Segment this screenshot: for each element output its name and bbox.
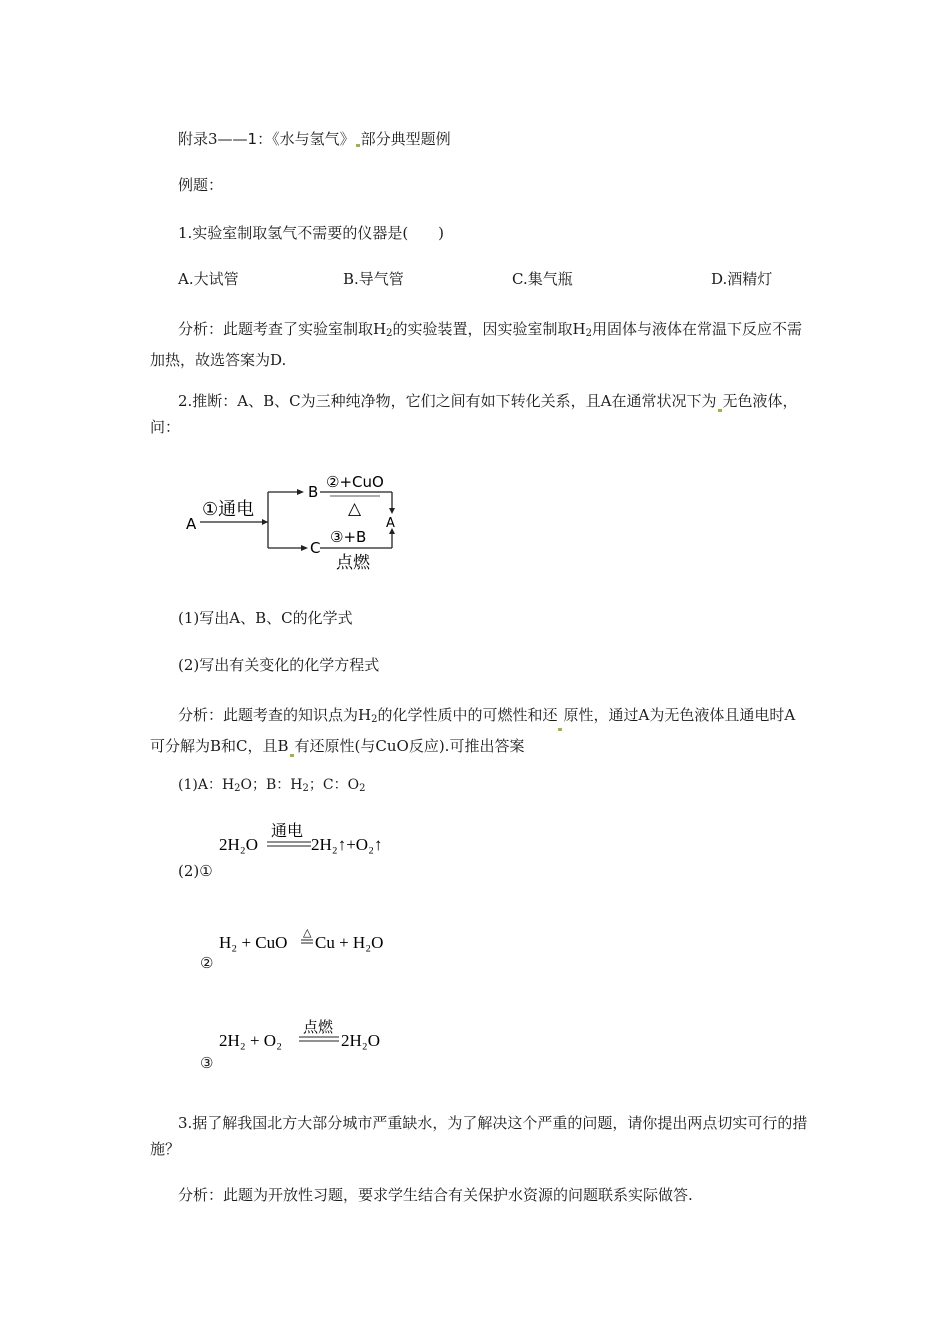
example-label: 例题： — [178, 176, 224, 194]
eq3-cond: 点燃 — [303, 1020, 334, 1036]
q2-sub2: (2)写出有关变化的化学方程式 — [178, 656, 380, 674]
q1-option-b: B.导气管 — [343, 270, 404, 288]
equation-3 — [215, 1014, 435, 1056]
q1-option-a: A.大试管 — [178, 270, 239, 288]
diagram-c-label: C — [310, 539, 321, 557]
q2-sub1: (1)写出A、B、C的化学式 — [178, 609, 353, 627]
equation-2 — [215, 918, 435, 958]
conversion-diagram — [180, 468, 410, 580]
eq2-label: ② — [200, 954, 214, 972]
eq1-cond: 通电 — [271, 823, 304, 840]
eq3-rhs: 2H₂O — [341, 1031, 380, 1050]
eq2-cond: △ — [303, 927, 312, 939]
eq2-lhs: H₂ + CuO — [219, 933, 288, 952]
q2-answer1: (1)A：$H_2O$；B：$H_2$；C：$O_2$ — [178, 777, 366, 794]
eq2-rhs: Cu + H₂O — [315, 933, 384, 952]
q1-analysis: 分析：此题考查了实验室制取$H_2$的实验装置，因实验室制取$H_2$用固体与液体在常温下反应不需加热，故选答案为D. — [150, 320, 802, 369]
q3-analysis: 分析：此题为开放性习题，要求学生结合有关保护水资源的问题联系实际做答. — [178, 1186, 693, 1204]
diagram-result: A — [386, 516, 395, 531]
q1-option-c: C.集气瓶 — [512, 270, 573, 288]
appendix-title: 附录3——1：《水与氢气》 部分典型题例 — [178, 130, 451, 148]
q3-stem: 3.据了解我国北方大部分城市严重缺水，为了解决这个严重的问题，请你提出两点切实可行的措施？ — [150, 1114, 808, 1158]
eq3-lhs: 2H₂ + O₂ — [219, 1031, 282, 1050]
diagram-b-label: B — [308, 483, 319, 501]
diagram-step2-cond: △ — [348, 499, 362, 519]
q1-stem: 1.实验室制取氢气不需要的仪器是( ) — [178, 224, 445, 242]
eq1-label: (2)① — [178, 862, 213, 880]
diagram-step1: ①通电 — [202, 499, 255, 520]
q2-analysis: 分析：此题考查的知识点为$H_2$的化学性质中的可燃性和还 原性，通过A为无色液体且通电时A可分解为B和C，且B 有还原性(与CuO反应).可推出答案 — [150, 706, 796, 755]
equation-1 — [215, 818, 435, 862]
q2-stem: 2.推断：A、B、C为三种纯净物，它们之间有如下转化关系，且A在通常状况下为 无色液体，问： — [150, 392, 798, 436]
diagram-a-label: A — [186, 515, 197, 533]
diagram-step2: ②+CuO — [326, 473, 384, 491]
diagram-step3: ③+B — [330, 528, 367, 546]
eq1-lhs: 2H₂O — [219, 835, 258, 854]
q1-option-d: D.酒精灯 — [711, 270, 773, 288]
diagram-step3-cond: 点燃 — [336, 553, 370, 573]
eq1-rhs: 2H₂↑+O₂↑ — [311, 835, 383, 854]
eq3-label: ③ — [200, 1054, 214, 1072]
